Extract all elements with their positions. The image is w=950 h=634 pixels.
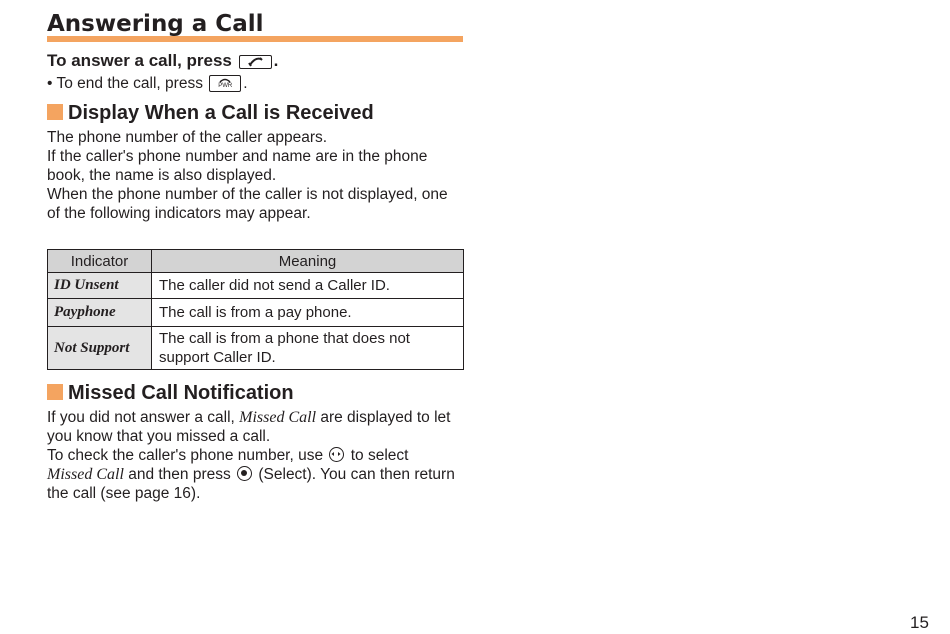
paragraph-line: the call (see page 16). [47,485,201,502]
section-marker-icon [47,384,63,400]
table-row [48,327,464,370]
indicator-cell: Payphone [48,299,152,327]
table-row [48,273,464,299]
indicator-cell: ID Unsent [48,273,152,299]
section-heading-display [47,101,374,125]
section-marker-icon [47,104,63,120]
display-paragraph [47,128,467,223]
answer-text: To answer a call, press [47,51,232,70]
paragraph-line: When the phone number of the caller is not displayed, one [47,186,448,203]
text-span: are displayed to let [320,409,451,426]
section-heading-display-text: Display When a Call is Received [68,102,374,124]
end-call-period: . [243,75,248,92]
paragraph-line: of the following indicators may appear. [47,205,311,222]
section-heading-missed [47,381,294,405]
missed-call-indicator-text: Missed Call [47,466,124,483]
paragraph-line [47,465,467,484]
paragraph-line: book, the name is also displayed. [47,167,277,184]
paragraph-line: If the caller's phone number and name are in the phone [47,148,428,165]
paragraph-line [47,446,467,465]
phone-send-key-icon [239,55,272,69]
meaning-cell [152,327,464,370]
bullet: • [47,75,53,92]
page-number: 15 [910,613,929,632]
paragraph-line [47,408,467,427]
missed-paragraph [47,408,467,503]
answer-period: . [273,51,279,70]
meaning-line: The call is from a phone that does not [159,330,410,347]
paragraph-line: you know that you missed a call. [47,428,271,445]
table-header-meaning: Meaning [152,250,464,273]
table-header-row [48,250,464,273]
text-span: to select [350,447,409,464]
section-heading-missed-text: Missed Call Notification [68,382,294,404]
power-end-key-icon [209,75,241,92]
end-call-instruction [47,74,248,93]
text-span: If you did not answer a call, [47,409,235,426]
missed-call-indicator-text: Missed Call [239,409,317,426]
answer-instruction [47,51,278,70]
meaning-line: support Caller ID. [159,349,276,366]
page-title: Answering a Call [47,10,463,42]
nav-left-right-icon [329,447,344,462]
indicator-cell: Not Support [48,327,152,370]
meaning-cell: The caller did not send a Caller ID. [152,273,464,299]
table-header-indicator: Indicator [48,250,152,273]
center-select-key-icon [237,466,252,481]
indicator-table [47,249,464,370]
text-span: To check the caller's phone number, use [47,447,324,464]
meaning-cell: The call is from a pay phone. [152,299,464,327]
text-span: (Select). You can then return [258,466,455,483]
text-span: and then press [128,466,231,483]
paragraph-line: The phone number of the caller appears. [47,129,328,146]
end-call-text: To end the call, press [56,75,203,92]
table-row [48,299,464,327]
pwr-key-label: PWR [218,83,233,90]
